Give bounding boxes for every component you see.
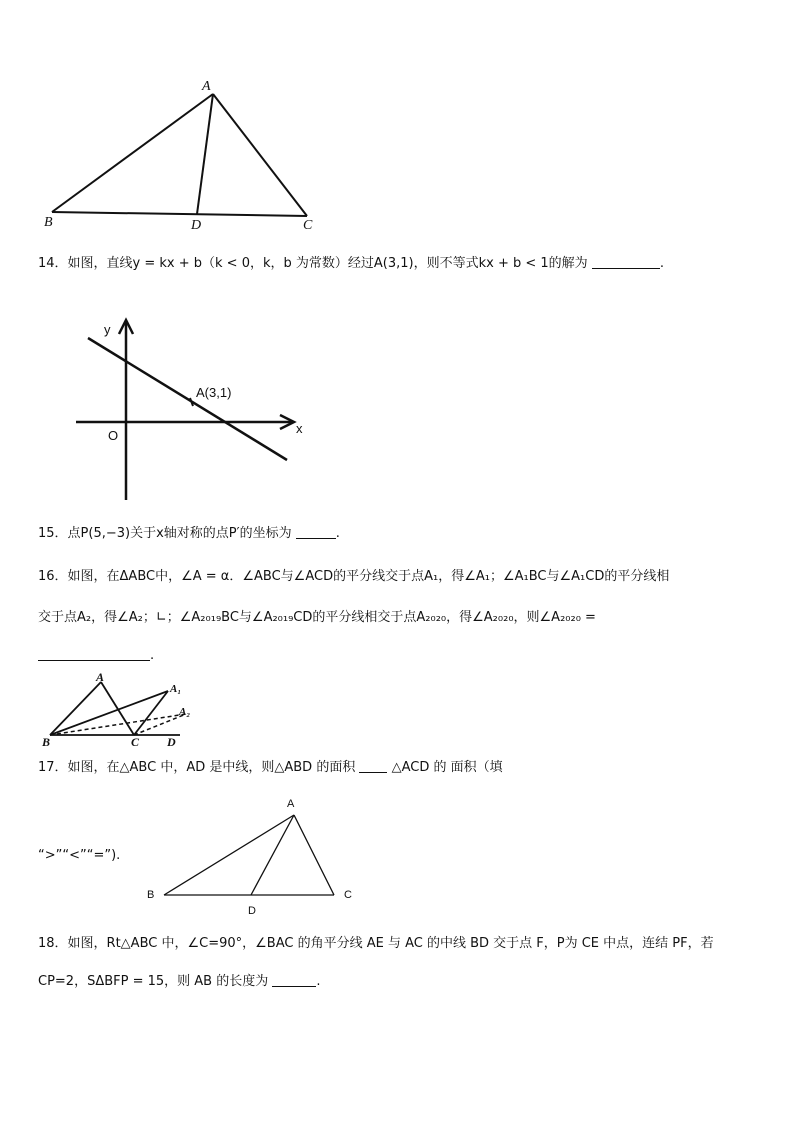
question-18-text: CP=2，SΔBFP = 15，则 AB 的长度为 xyxy=(38,974,269,989)
triangle-figure-top xyxy=(0,0,794,240)
x-axis-label: x xyxy=(296,421,303,436)
angle-bisector-figure-16 xyxy=(0,670,794,760)
origin-label: O xyxy=(108,428,119,443)
y-axis-label: y xyxy=(104,322,111,337)
vertex-label-d: D xyxy=(191,218,202,233)
point-a-label: A(3,1) xyxy=(196,385,232,400)
question-16-answer-row: . xyxy=(38,648,154,664)
vertex-label-a: A xyxy=(202,79,211,94)
question-15-text: 15．点P(5,−3)关于x轴对称的点P′的坐标为 xyxy=(38,526,292,541)
vertex-label-c: C xyxy=(303,218,313,233)
question-14-text: 14．如图，直线y = kx + b（k < 0，k，b 为常数）经过A(3,1)，则不等式kx + b < 1的解为 xyxy=(38,256,588,271)
question-17 xyxy=(38,760,503,776)
question-16-line-2: 交于点A₂，得∠A₂；∟；∠A₂₀₁₉BC与∠A₂₀₁₉CD的平分线相交于点A₂₀₂₀，得∠A₂₀₂₀，则∠A₂₀₂₀ = xyxy=(38,610,596,625)
question-17-text-b: △ACD 的 面积（填 xyxy=(391,760,503,775)
fig17-label-a: A xyxy=(287,798,295,810)
fig16-label-d: D xyxy=(167,735,176,749)
answer-blank-18[interactable] xyxy=(272,974,316,987)
vertex-label-b: B xyxy=(44,215,53,230)
question-16-line-1: 16．如图，在ΔABC中，∠A = α．∠ABC与∠ACD的平分线交于点A₁，得∠A₁；∠A₁BC与∠A₁CD的平分线相 xyxy=(38,569,670,584)
median-triangle-figure-17 xyxy=(0,790,794,910)
answer-blank-16[interactable] xyxy=(38,648,150,661)
question-18-line-1: 18．如图，Rt△ABC 中，∠C=90°，∠BAC 的角平分线 AE 与 AC 的中线 BD 交于点 F，P为 CE 中点，连结 PF，若 xyxy=(38,936,714,951)
answer-blank-17[interactable] xyxy=(359,760,387,773)
question-15: 15．点P(5,−3)关于x轴对称的点P′的坐标为 . xyxy=(38,526,340,541)
question-17-text-c: “>”“<”“=”). xyxy=(38,848,121,863)
fig16-label-c: C xyxy=(131,735,140,749)
answer-blank-14[interactable] xyxy=(592,256,660,269)
line-graph-14 xyxy=(0,300,794,510)
fig16-label-a1: A₁ xyxy=(170,683,182,695)
question-14: 14．如图，直线y = kx + b（k < 0，k，b 为常数）经过A(3,1)，则不等式kx + b < 1的解为 . xyxy=(38,256,664,271)
fig17-label-c: C xyxy=(344,889,352,901)
fig16-label-b: B xyxy=(42,735,51,749)
fig17-label-d: D xyxy=(248,905,256,917)
fig17-label-b: B xyxy=(147,889,155,901)
answer-blank-15[interactable] xyxy=(296,526,336,539)
question-18-line-2: CP=2，SΔBFP = 15，则 AB 的长度为 . xyxy=(38,974,321,989)
fig16-label-a2: A₂ xyxy=(179,706,191,718)
fig16-label-a: A xyxy=(96,670,105,684)
question-17-text-a: 17．如图，在△ABC 中，AD 是中线，则△ABD 的面积 xyxy=(38,760,356,775)
